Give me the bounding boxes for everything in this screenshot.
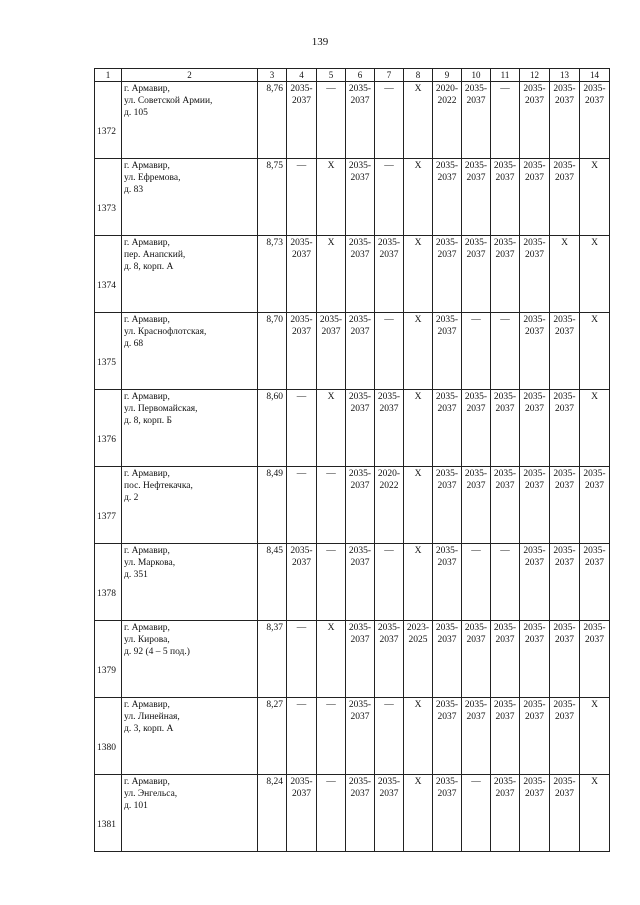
period-cell: X	[317, 621, 346, 698]
period-cell: 2035- 2037	[520, 390, 550, 467]
period-cell: 2035- 2037	[346, 775, 375, 852]
period-cell: 2035- 2037	[520, 621, 550, 698]
address-cell: г. Армавир, ул. Кирова, д. 92 (4 – 5 под.)	[122, 621, 258, 698]
period-cell: —	[287, 159, 317, 236]
period-cell: 2035- 2037	[580, 544, 610, 621]
period-cell: —	[375, 544, 404, 621]
address-cell: г. Армавир, ул. Краснофлотская, д. 68	[122, 313, 258, 390]
table-row	[95, 467, 610, 544]
period-cell: 2035- 2037	[550, 313, 580, 390]
column-header: 14	[580, 69, 610, 82]
score-cell: 8,76	[258, 82, 287, 159]
period-cell: 2035- 2037	[520, 313, 550, 390]
period-cell: 2035- 2037	[462, 236, 491, 313]
header-row	[95, 69, 610, 82]
period-cell: —	[491, 82, 520, 159]
row-number-cell: 1379	[95, 621, 122, 698]
period-cell: X	[550, 236, 580, 313]
period-cell: 2035- 2037	[550, 621, 580, 698]
period-cell: 2035- 2037	[375, 621, 404, 698]
period-cell: —	[375, 159, 404, 236]
period-cell: 2035- 2037	[433, 236, 462, 313]
period-cell: 2035- 2037	[433, 467, 462, 544]
period-cell: 2035- 2037	[462, 390, 491, 467]
period-cell: 2035- 2037	[520, 159, 550, 236]
address-cell: г. Армавир, ул. Энгельса, д. 101	[122, 775, 258, 852]
address-cell: г. Армавир, ул. Линейная, д. 3, корп. А	[122, 698, 258, 775]
period-cell: X	[317, 390, 346, 467]
period-cell: 2035- 2037	[287, 236, 317, 313]
period-cell: 2035- 2037	[433, 775, 462, 852]
period-cell: X	[404, 390, 433, 467]
period-cell: X	[404, 313, 433, 390]
score-cell: 8,27	[258, 698, 287, 775]
table-row	[95, 236, 610, 313]
column-header: 5	[317, 69, 346, 82]
period-cell: 2035- 2037	[433, 544, 462, 621]
period-cell: X	[317, 159, 346, 236]
period-cell: —	[287, 621, 317, 698]
period-cell: 2035- 2037	[346, 544, 375, 621]
period-cell: 2035- 2037	[550, 775, 580, 852]
period-cell: —	[462, 775, 491, 852]
score-cell: 8,73	[258, 236, 287, 313]
column-header: 3	[258, 69, 287, 82]
address-cell: г. Армавир, ул. Советской Армии, д. 105	[122, 82, 258, 159]
row-number-cell: 1381	[95, 775, 122, 852]
table-row	[95, 159, 610, 236]
period-cell: —	[462, 313, 491, 390]
period-cell: 2035- 2037	[491, 159, 520, 236]
period-cell: 2035- 2037	[462, 698, 491, 775]
period-cell: 2035- 2037	[550, 82, 580, 159]
address-cell: г. Армавир, ул. Первомайская, д. 8, корп. Б	[122, 390, 258, 467]
row-number-cell: 1374	[95, 236, 122, 313]
address-cell: г. Армавир, пос. Нефтекачка, д. 2	[122, 467, 258, 544]
period-cell: —	[375, 82, 404, 159]
table-row	[95, 698, 610, 775]
score-cell: 8,49	[258, 467, 287, 544]
period-cell: 2035- 2037	[520, 698, 550, 775]
address-cell: г. Армавир, пер. Анапский, д. 8, корп. А	[122, 236, 258, 313]
period-cell: X	[580, 775, 610, 852]
column-header: 9	[433, 69, 462, 82]
score-cell: 8,75	[258, 159, 287, 236]
period-cell: 2035- 2037	[346, 698, 375, 775]
period-cell: 2035- 2037	[491, 467, 520, 544]
period-cell: 2035- 2037	[375, 236, 404, 313]
period-cell: 2035- 2037	[287, 313, 317, 390]
period-cell: 2035- 2037	[287, 82, 317, 159]
period-cell: 2035- 2037	[346, 390, 375, 467]
period-cell: X	[580, 390, 610, 467]
period-cell: 2035- 2037	[491, 236, 520, 313]
row-number-cell: 1380	[95, 698, 122, 775]
column-header: 7	[375, 69, 404, 82]
period-cell: 2035- 2037	[520, 82, 550, 159]
row-number-cell: 1373	[95, 159, 122, 236]
score-cell: 8,45	[258, 544, 287, 621]
period-cell: 2035- 2037	[346, 82, 375, 159]
period-cell: —	[317, 544, 346, 621]
column-header: 6	[346, 69, 375, 82]
period-cell: 2035- 2037	[520, 236, 550, 313]
period-cell: 2035- 2037	[287, 775, 317, 852]
period-cell: 2035- 2037	[317, 313, 346, 390]
period-cell: 2035- 2037	[375, 390, 404, 467]
table-row	[95, 313, 610, 390]
period-cell: 2035- 2037	[550, 467, 580, 544]
period-cell: —	[491, 313, 520, 390]
register-table	[94, 68, 610, 852]
row-number-cell: 1372	[95, 82, 122, 159]
row-number-cell: 1376	[95, 390, 122, 467]
column-header: 10	[462, 69, 491, 82]
address-cell: г. Армавир, ул. Ефремова, д. 83	[122, 159, 258, 236]
period-cell: 2035- 2037	[550, 159, 580, 236]
period-cell: —	[287, 467, 317, 544]
period-cell: 2023- 2025	[404, 621, 433, 698]
score-cell: 8,24	[258, 775, 287, 852]
period-cell: 2035- 2037	[462, 467, 491, 544]
period-cell: X	[404, 698, 433, 775]
table-row	[95, 544, 610, 621]
table-row	[95, 390, 610, 467]
period-cell: 2035- 2037	[346, 313, 375, 390]
row-number-cell: 1375	[95, 313, 122, 390]
page-number: 139	[311, 36, 329, 48]
period-cell: 2035- 2037	[433, 390, 462, 467]
column-header: 4	[287, 69, 317, 82]
period-cell: 2035- 2037	[433, 621, 462, 698]
period-cell: X	[404, 544, 433, 621]
period-cell: 2035- 2037	[346, 467, 375, 544]
period-cell: 2035- 2037	[287, 544, 317, 621]
period-cell: 2035- 2037	[433, 313, 462, 390]
period-cell: X	[580, 159, 610, 236]
period-cell: X	[404, 82, 433, 159]
column-header: 2	[122, 69, 258, 82]
period-cell: 2035- 2037	[491, 775, 520, 852]
period-cell: —	[317, 698, 346, 775]
period-cell: 2035- 2037	[580, 621, 610, 698]
period-cell: —	[491, 544, 520, 621]
period-cell: —	[287, 390, 317, 467]
period-cell: X	[317, 236, 346, 313]
score-cell: 8,60	[258, 390, 287, 467]
column-header: 1	[95, 69, 122, 82]
table-row	[95, 82, 610, 159]
period-cell: 2035- 2037	[346, 159, 375, 236]
period-cell: 2035- 2037	[433, 698, 462, 775]
row-number-cell: 1377	[95, 467, 122, 544]
period-cell: 2035- 2037	[580, 467, 610, 544]
column-header: 13	[550, 69, 580, 82]
period-cell: X	[580, 236, 610, 313]
period-cell: X	[580, 313, 610, 390]
period-cell: —	[317, 82, 346, 159]
period-cell: X	[580, 698, 610, 775]
score-cell: 8,37	[258, 621, 287, 698]
period-cell: 2035- 2037	[346, 621, 375, 698]
period-cell: 2035- 2037	[550, 390, 580, 467]
score-cell: 8,70	[258, 313, 287, 390]
period-cell: 2035- 2037	[520, 467, 550, 544]
period-cell: 2020- 2022	[375, 467, 404, 544]
period-cell: X	[404, 236, 433, 313]
table-row	[95, 621, 610, 698]
period-cell: 2035- 2037	[375, 775, 404, 852]
period-cell: —	[317, 775, 346, 852]
period-cell: 2035- 2037	[491, 698, 520, 775]
period-cell: X	[404, 775, 433, 852]
period-cell: 2035- 2037	[433, 159, 462, 236]
period-cell: 2035- 2037	[550, 698, 580, 775]
period-cell: 2035- 2037	[520, 775, 550, 852]
period-cell: 2035- 2037	[520, 544, 550, 621]
column-header: 11	[491, 69, 520, 82]
period-cell: —	[287, 698, 317, 775]
period-cell: 2035- 2037	[550, 544, 580, 621]
period-cell: X	[404, 159, 433, 236]
period-cell: 2035- 2037	[580, 82, 610, 159]
period-cell: X	[404, 467, 433, 544]
period-cell: 2035- 2037	[491, 621, 520, 698]
period-cell: —	[317, 467, 346, 544]
table-body	[95, 82, 610, 852]
period-cell: 2035- 2037	[462, 159, 491, 236]
period-cell: —	[375, 698, 404, 775]
period-cell: 2035- 2037	[346, 236, 375, 313]
table-row	[95, 775, 610, 852]
column-header: 12	[520, 69, 550, 82]
row-number-cell: 1378	[95, 544, 122, 621]
column-header: 8	[404, 69, 433, 82]
period-cell: 2020- 2022	[433, 82, 462, 159]
address-cell: г. Армавир, ул. Маркова, д. 351	[122, 544, 258, 621]
period-cell: 2035- 2037	[491, 390, 520, 467]
period-cell: 2035- 2037	[462, 82, 491, 159]
period-cell: 2035- 2037	[462, 621, 491, 698]
period-cell: —	[375, 313, 404, 390]
period-cell: —	[462, 544, 491, 621]
